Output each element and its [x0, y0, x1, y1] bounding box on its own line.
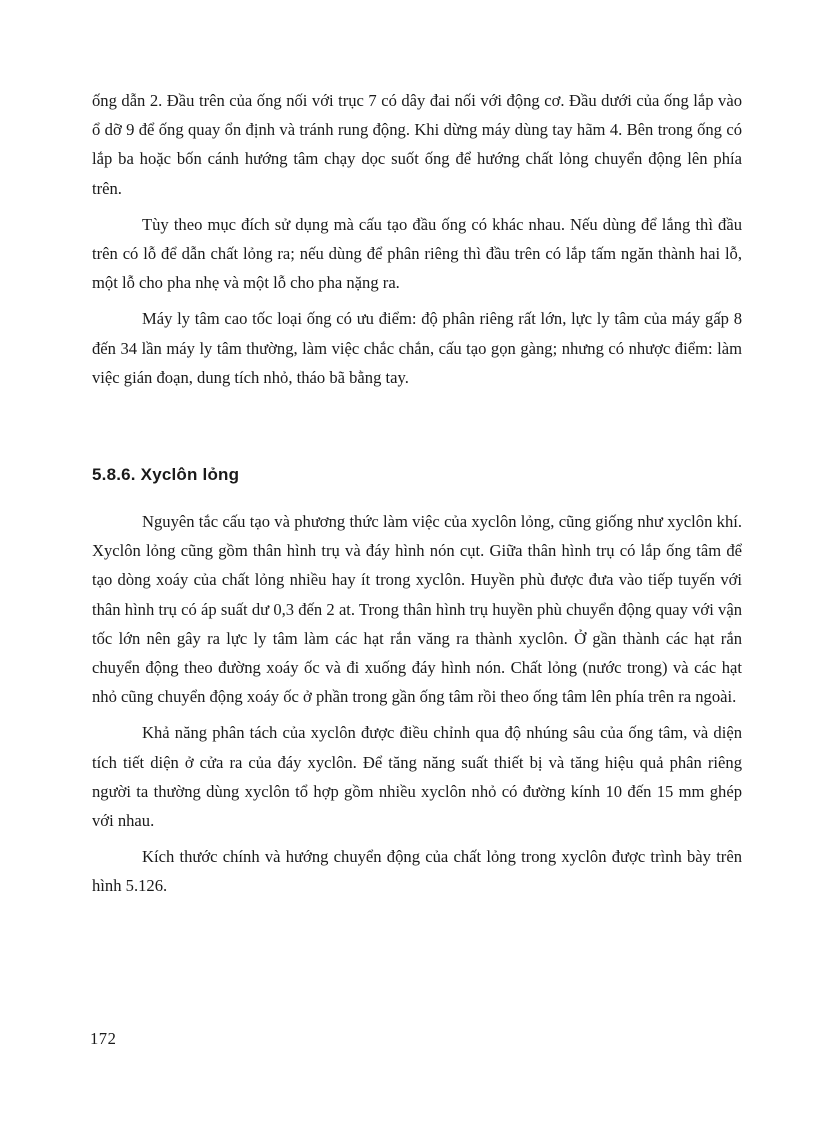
top-text-block [92, 86, 742, 392]
section-text-block [92, 507, 742, 901]
paragraph: Nguyên tắc cấu tạo và phương thức làm việc của xyclôn lỏng, cũng giống như xyclôn khí. Xyclôn lỏng cũng gồm thân hình trụ và đáy hình nón cụt. Giữa thân hình trụ có lắp ống tâm để tạo dòng xoáy của chất lỏng nhiều hay ít trong xyclôn. Huyền phù được đưa vào tiếp tuyến với thân hình trụ có áp suất dư 0,3 đến 2 at. Trong thân hình trụ huyền phù chuyển động quay với vận tốc lớn nên gây ra lực ly tâm làm các hạt rắn văng ra thành xyclôn. Ở gần thành các hạt rắn chuyển động theo đường xoáy ốc và đi xuống đáy hình nón. Chất lỏng (nước trong) và các hạt nhỏ cũng chuyển động xoáy ốc ở phần trong gần ống tâm rồi theo ống tâm lên phía trên ra ngoài. [92, 512, 742, 707]
page-number: 172 [90, 1029, 117, 1048]
paragraph: Kích thước chính và hướng chuyển động của chất lỏng trong xyclôn được trình bày trên hình 5.126. [92, 847, 742, 896]
section-heading: 5.8.6. Xyclôn lỏng [92, 465, 240, 484]
paragraph: Khả năng phân tách của xyclôn được điều chỉnh qua độ nhúng sâu của ống tâm, và diện tích tiết diện ở cửa ra của đáy xyclôn. Để tăng năng suất thiết bị và tăng hiệu quả phân riêng người ta thường dùng xyclôn tổ hợp gồm nhiều xyclôn nhỏ có đường kính 10 đến 15 mm ghép với nhau. [92, 723, 742, 831]
paragraph: Tùy theo mục đích sử dụng mà cấu tạo đầu ống có khác nhau. Nếu dùng để lắng thì đầu trên có lỗ để dẫn chất lỏng ra; nếu dùng để phân riêng thì đầu trên có lắp tấm ngăn thành hai lỗ, một lỗ cho pha nhẹ và một lỗ cho pha nặng ra. [92, 214, 742, 293]
paragraph: Máy ly tâm cao tốc loại ống có ưu điểm: độ phân riêng rất lớn, lực ly tâm của máy gấp 8 đến 34 lần máy ly tâm thường, làm việc chắc chắn, cấu tạo gọn gàng; nhưng có nhược điểm: làm việc gián đoạn, dung tích nhỏ, tháo bã bằng tay. [92, 309, 742, 387]
paragraph: ống dẫn 2. Đầu trên của ống nối với trục 7 có dây đai nối với động cơ. Đầu dưới của ống lắp vào ổ dỡ 9 để ống quay ổn định và tránh rung động. Khi dừng máy dùng tay hãm 4. Bên trong ống có lắp ba hoặc bốn cánh hướng tâm chạy dọc suốt ống để hướng chất lỏng chuyển động lên phía trên. [92, 91, 742, 198]
